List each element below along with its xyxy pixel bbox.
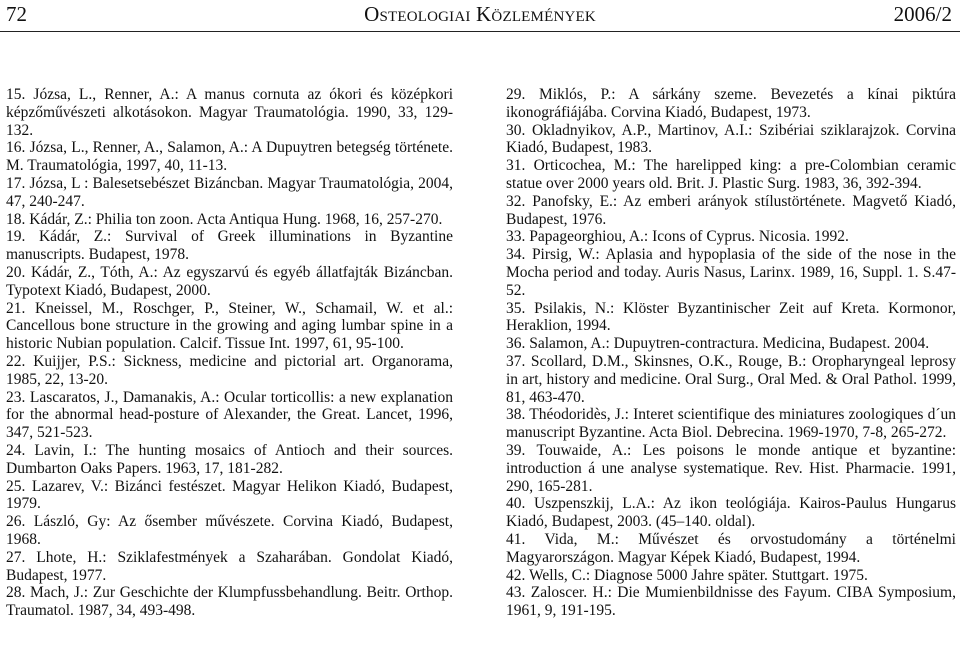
page-header <box>0 0 960 40</box>
reference-item: 40. Uszpenszkij, L.A.: Az ikon teológiája. Kairos-Paulus Hungarus Kiadó, Budapest, 2003. (45–140. oldal). <box>506 495 956 531</box>
reference-item: 24. Lavin, I.: The hunting mosaics of Antioch and their sources. Dumbarton Oaks Papers. 1963, 17, 181-282. <box>6 441 453 477</box>
header-rule <box>0 31 960 32</box>
references-left-column <box>6 86 453 620</box>
reference-item: 26. László, Gy: Az ősember művészete. Corvina Kiadó, Budapest, 1968. <box>6 513 453 548</box>
reference-item: 32. Panofsky, E.: Az emberi arányok stílustörténete. Magvető Kiadó, Budapest, 1976. <box>506 192 956 228</box>
reference-item: 43. Zaloscer. H.: Die Mumienbildnisse des Fayum. CIBA Symposium, 1961, 9, 191-195. <box>506 584 956 620</box>
reference-item: 17. Józsa, L : Balesetsebészet Bizáncban. Magyar Traumatológia, 2004, 47, 240-247. <box>6 174 453 210</box>
reference-item: 16. Józsa, L., Renner, A., Salamon, A.: A Dupuytren betegség története. M. Traumatológia, 1997, 40, 11-13. <box>6 139 453 175</box>
reference-item: 25. Lazarev, V.: Bizánci festészet. Magyar Helikon Kiadó, Budapest, 1979. <box>6 477 453 513</box>
reference-item: 38. Théodoridès, J.: Interet scientifique des miniatures zoologiques d´un manuscript Byzantine. Acta Biol. Debrecina. 1969-1970, 7-8, 265-272. <box>506 406 956 442</box>
reference-item: 15. Józsa, L., Renner, A.: A manus cornuta az ókori és középkori képzőművészeti alkotásokon. Magyar Traumatológia. 1990, 33, 129-132. <box>6 86 453 139</box>
reference-item: 33. Papageorghiou, A.: Icons of Cyprus. Nicosia. 1992. <box>506 228 849 246</box>
reference-item: 35. Psilakis, N.: Klöster Byzantinischer Zeit auf Kreta. Kormonor, Heraklion, 1994. <box>506 299 956 335</box>
reference-item: 29. Miklós, P.: A sárkány szeme. Bevezetés a kínai piktúra ikonográfiájába. Corvina Kiadó, Budapest, 1973. <box>506 86 956 121</box>
reference-item: 39. Touwaide, A.: Les poisons le monde antique et byzantine: introduction á une analyse systematique. Rev. Hist. Pharmacie. 1991, 290, 165-281. <box>506 441 956 495</box>
reference-item: 31. Orticochea, M.: The harelipped king: a pre-Colombian ceramic statue over 2000 years old. Brit. J. Plastic Surg. 1983, 36, 392-394. <box>506 157 956 192</box>
journal-title: Osteologiai Közlemények <box>364 2 596 26</box>
reference-item: 23. Lascaratos, J., Damanakis, A.: Ocular torticollis: a new explanation for the abnormal head-posture of Alexander, the Great. Lancet, 1996, 347, 521-523. <box>6 388 453 442</box>
reference-item: 36. Salamon, A.: Dupuytren-contractura. Medicina, Budapest. 2004. <box>506 335 930 353</box>
reference-item: 34. Pirsig, W.: Aplasia and hypoplasia of the side of the nose in the Mocha period and today. Auris Nasus, Larinx. 1989, 16, Suppl. 1. S.47-52. <box>506 246 956 299</box>
reference-item: 28. Mach, J.: Zur Geschichte der Klumpfussbehandlung. Beitr. Orthop. Traumatol. 1987, 34, 493-498. <box>6 584 453 620</box>
reference-item: 41. Vida, M.: Művészet és orvostudomány a történelmi Magyarországon. Magyar Képek Kiadó, Budapest, 1994. <box>506 530 956 566</box>
page-number: 72 <box>6 2 27 26</box>
reference-item: 42. Wells, C.: Diagnose 5000 Jahre später. Stuttgart. 1975. <box>506 566 868 584</box>
reference-item: 27. Lhote, H.: Sziklafestmények a Szaharában. Gondolat Kiadó, Budapest, 1977. <box>6 548 453 584</box>
issue-number: 2006/2 <box>893 2 952 26</box>
reference-item: 20. Kádár, Z., Tóth, A.: Az egyszarvú és egyéb állatfajták Bizáncban. Typotext Kiadó, Budapest, 2000. <box>6 263 453 299</box>
reference-item: 18. Kádár, Z.: Philia ton zoon. Acta Antiqua Hung. 1968, 16, 257-270. <box>6 210 443 228</box>
references-right-column <box>506 86 956 620</box>
reference-item: 21. Kneissel, M., Roschger, P., Steiner, W., Schamail, W. et al.: Cancellous bone structure in the growing and aging lumbar spine in a historic Nubian population. Calcif. Tissue Int. 1997, 61, 95-100. <box>6 299 453 353</box>
reference-item: 30. Okladnyikov, A.P., Martinov, A.I.: Szibériai sziklarajzok. Corvina Kiadó, Budapest, 1983. <box>506 121 956 157</box>
reference-item: 22. Kuijjer, P.S.: Sickness, medicine and pictorial art. Organorama, 1985, 22, 13-20. <box>6 352 453 388</box>
reference-item: 19. Kádár, Z.: Survival of Greek illuminations in Byzantine manuscripts. Budapest, 1978. <box>6 228 453 264</box>
reference-item: 37. Scollard, D.M., Skinsnes, O.K., Rouge, B.: Oropharyngeal leprosy in art, history and medicine. Oral Surg., Oral Med. & Oral Pathol. 1999, 81, 463-470. <box>506 352 956 406</box>
